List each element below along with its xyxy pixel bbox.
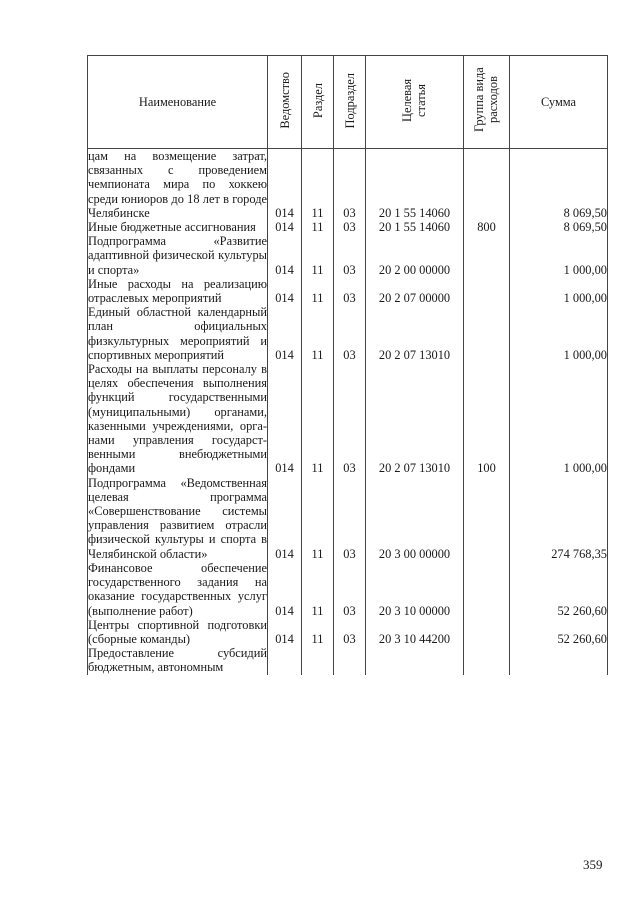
cell-expense-group bbox=[464, 618, 510, 646]
cell-section: 11 bbox=[302, 149, 334, 221]
header-section: Раздел bbox=[302, 56, 334, 149]
cell-expense-group bbox=[464, 305, 510, 362]
cell-section: 11 bbox=[302, 277, 334, 305]
cell-expense-group bbox=[464, 277, 510, 305]
cell-expense-group: 100 bbox=[464, 362, 510, 476]
cell-name: Предоставление субсидий бюджетным, автономным bbox=[88, 646, 267, 675]
cell-dept: 014 bbox=[268, 277, 302, 305]
cell-name: Центры спортивной подготовки (сборные команды) bbox=[88, 617, 267, 646]
cell-section: 11 bbox=[302, 618, 334, 646]
cell-dept: 014 bbox=[268, 220, 302, 234]
cell-section: 11 bbox=[302, 234, 334, 277]
cell-sum: 274 768,35 bbox=[510, 476, 608, 561]
cell-dept: 014 bbox=[268, 476, 302, 561]
cell-name: Расходы на выплаты персоналу в целях обеспечения выполнения функций государственными (муниципальными) органами, казенными учреждениями, органами управления государственными внебюджетными фондами bbox=[88, 362, 267, 476]
table-row bbox=[88, 149, 608, 221]
cell-target: 20 3 00 00000 bbox=[366, 476, 464, 561]
table-row bbox=[88, 305, 608, 362]
header-subsection: Подраздел bbox=[334, 56, 366, 149]
cell-subsection: 03 bbox=[334, 476, 366, 561]
cell-target: 20 2 00 00000 bbox=[366, 234, 464, 277]
cell-dept: 014 bbox=[268, 305, 302, 362]
page-number: 359 bbox=[583, 857, 603, 872]
budget-table bbox=[87, 55, 608, 675]
table-row bbox=[88, 618, 608, 646]
cell-dept bbox=[268, 646, 302, 674]
cell-sum: 1 000,00 bbox=[510, 234, 608, 277]
cell-section: 11 bbox=[302, 220, 334, 234]
cell-subsection: 03 bbox=[334, 234, 366, 277]
cell-sum: 8 069,50 bbox=[510, 149, 608, 221]
cell-expense-group bbox=[464, 476, 510, 561]
cell-sum: 1 000,00 bbox=[510, 362, 608, 476]
table-row bbox=[88, 277, 608, 305]
cell-dept: 014 bbox=[268, 618, 302, 646]
cell-subsection: 03 bbox=[334, 561, 366, 618]
cell-expense-group bbox=[464, 149, 510, 221]
cell-dept: 014 bbox=[268, 561, 302, 618]
cell-target: 20 2 07 00000 bbox=[366, 277, 464, 305]
cell-name: Единый областной календарный план официальных физкультурных мероприятий и спортивных мероприятий bbox=[88, 305, 267, 362]
cell-subsection bbox=[334, 646, 366, 674]
cell-dept: 014 bbox=[268, 362, 302, 476]
cell-sum: 52 260,60 bbox=[510, 618, 608, 646]
cell-section: 11 bbox=[302, 362, 334, 476]
cell-name: цам на возмещение затрат, связанных с проведением чемпионата мира по хоккею среди юниоров до 18 лет в городе Челябинске bbox=[88, 149, 267, 220]
cell-name: Подпрограмма «Ведомственная целевая программа «Совершенствование системы управления развитием отрасли физической культуры и спорта в Челябинской области» bbox=[88, 475, 267, 561]
table-row bbox=[88, 476, 608, 561]
cell-subsection: 03 bbox=[334, 277, 366, 305]
cell-expense-group bbox=[464, 646, 510, 674]
cell-sum: 52 260,60 bbox=[510, 561, 608, 618]
cell-sum: 1 000,00 bbox=[510, 305, 608, 362]
cell-section bbox=[302, 646, 334, 674]
table-row bbox=[88, 234, 608, 277]
cell-expense-group bbox=[464, 234, 510, 277]
cell-sum bbox=[510, 646, 608, 674]
cell-target: 20 3 10 00000 bbox=[366, 561, 464, 618]
header-dept: Ведомство bbox=[268, 56, 302, 149]
cell-target: 20 2 07 13010 bbox=[366, 362, 464, 476]
cell-name: Иные бюджетные ассигнования bbox=[88, 220, 268, 234]
header-expense-group: Группа вида расходов bbox=[464, 56, 510, 149]
header-sum: Сумма bbox=[510, 56, 608, 149]
table-row bbox=[88, 646, 608, 674]
table-row bbox=[88, 362, 608, 476]
cell-target bbox=[366, 646, 464, 674]
cell-dept: 014 bbox=[268, 234, 302, 277]
cell-name: Иные расходы на реализацию отраслевых мероприятий bbox=[88, 276, 267, 306]
cell-subsection: 03 bbox=[334, 220, 366, 234]
cell-section: 11 bbox=[302, 476, 334, 561]
cell-dept: 014 bbox=[268, 149, 302, 221]
cell-subsection: 03 bbox=[334, 305, 366, 362]
cell-sum: 8 069,50 bbox=[510, 220, 608, 234]
header-row bbox=[88, 56, 608, 149]
cell-sum: 1 000,00 bbox=[510, 277, 608, 305]
cell-target: 20 1 55 14060 bbox=[366, 149, 464, 221]
cell-target: 20 1 55 14060 bbox=[366, 220, 464, 234]
table-row bbox=[88, 561, 608, 618]
cell-name: Финансовое обеспечение государственного задания на оказание государственных услуг (выполнение работ) bbox=[88, 560, 267, 618]
cell-target: 20 2 07 13010 bbox=[366, 305, 464, 362]
cell-expense-group: 800 bbox=[464, 220, 510, 234]
cell-name: Подпрограмма «Развитие адаптивной физической культуры и спорта» bbox=[88, 234, 267, 277]
header-target: Целевая статья bbox=[366, 56, 464, 149]
table-row bbox=[88, 220, 608, 234]
cell-subsection: 03 bbox=[334, 618, 366, 646]
header-name: Наименование bbox=[88, 56, 268, 149]
cell-section: 11 bbox=[302, 561, 334, 618]
cell-expense-group bbox=[464, 561, 510, 618]
cell-section: 11 bbox=[302, 305, 334, 362]
cell-target: 20 3 10 44200 bbox=[366, 618, 464, 646]
table-body bbox=[88, 149, 608, 675]
cell-subsection: 03 bbox=[334, 149, 366, 221]
cell-subsection: 03 bbox=[334, 362, 366, 476]
